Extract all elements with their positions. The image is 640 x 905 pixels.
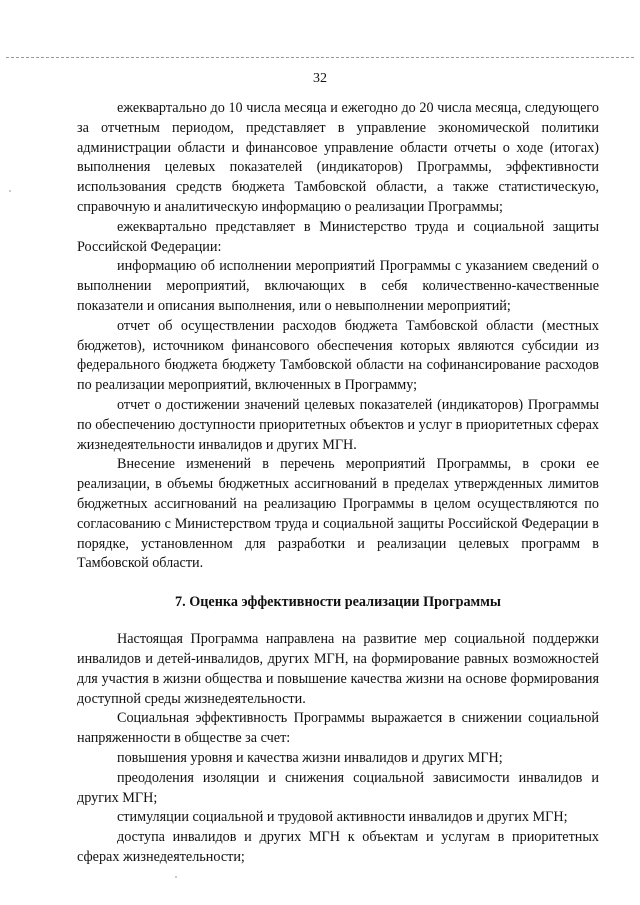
section-heading: 7. Оценка эффективности реализации Программы: [175, 594, 501, 611]
page-number: 32: [313, 71, 327, 86]
paragraph: ежеквартально представляет в Министерство труда и социальной защиты Российской Федерации:: [77, 218, 599, 255]
paragraph: доступа инвалидов и других МГН к объектам и услугам в приоритетных сферах жизнедеятельности;: [77, 829, 599, 865]
paragraph: Социальная эффективность Программы выражается в снижении социальной напряженности в обществе за счет:: [77, 710, 599, 747]
paragraph: отчет о достижении значений целевых показателей (индикаторов) Программы по обеспечению доступности приоритетных объектов и услуг в приоритетных сферах жизнедеятельности инвалидов и других МГН.: [77, 396, 599, 453]
paragraph: стимуляции социальной и трудовой активности инвалидов и других МГН;: [117, 809, 568, 826]
paragraph: преодоления изоляции и снижения социальной зависимости инвалидов и других МГН;: [77, 769, 599, 806]
scan-speck: [175, 876, 177, 878]
paragraph: ежеквартально до 10 числа месяца и ежегодно до 20 числа месяца, следующего за отчетным периодом, представляет в управление экономической политики администрации области и финансовое управление области отчеты о ходе (итогах) выполнения целевых показателей (индикаторов) Программы, эффективности использования средств бюджета Тамбовской области, а также статистическую, справочную и аналитическую информацию о реализации Программы;: [77, 100, 599, 215]
document-body: [77, 99, 599, 868]
paragraph: отчет об осуществлении расходов бюджета Тамбовской области (местных бюджетов), источником финансового обеспечения которых являются субсидии из федерального бюджета бюджету Тамбовской области на софинансирование расходов по реализации мероприятий, включенных в Программу;: [77, 317, 599, 394]
paragraph: повышения уровня и качества жизни инвалидов и других МГН;: [117, 749, 503, 766]
paragraph: Настоящая Программа направлена на развитие мер социальной поддержки инвалидов и детей-инвалидов, других МГН, на формирование равных возможностей для участия в жизни общества и повышение качества жизни на основе формирования доступной среды жизнедеятельности.: [77, 631, 599, 707]
paragraph: информацию об исполнении мероприятий Программы с указанием сведений о выполнении мероприятий, включающих в себя количественно-качественные показатели и описания выполнения, или о невыполнении мероприятий;: [77, 258, 599, 314]
header-divider: [6, 57, 634, 58]
paragraph: Внесение изменений в перечень мероприятий Программы, в сроки ее реализации, в объемы бюджетных ассигнований в пределах утвержденных лимитов бюджетных ассигнований на реализацию Программы в целом осуществляются по согласованию с Министерством труда и социальной защиты Российской Федерации в порядке, установленном для разработки и реализации целевых программ в Тамбовской области.: [77, 456, 599, 572]
scan-speck: [9, 190, 11, 192]
